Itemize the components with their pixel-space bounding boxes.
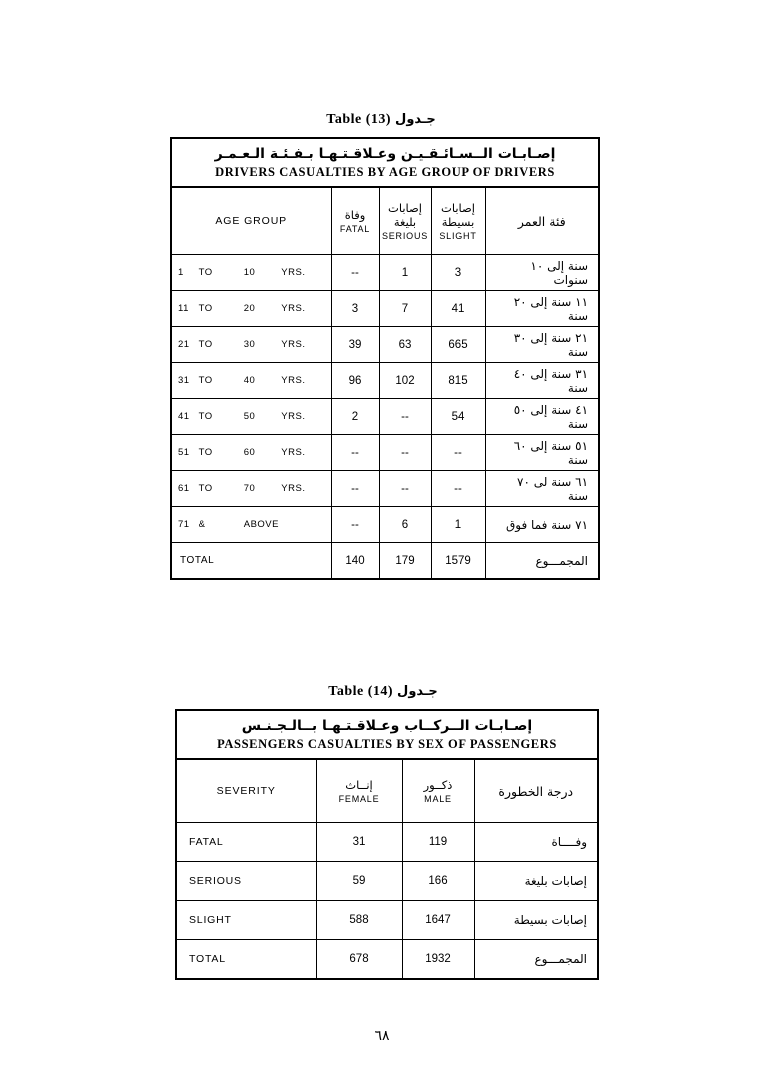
cell-age-range-ar: ٧١ سنة فما فوق: [485, 507, 599, 543]
cell-female: 588: [316, 901, 402, 940]
header-severity-ar-text: درجة الخطورة: [498, 783, 574, 799]
age-unit: YRS.: [281, 267, 306, 279]
header-age-group-en-text: AGE GROUP: [215, 215, 288, 228]
age-to-word: TO: [198, 339, 213, 351]
cell-severity-ar: وفــــاة: [474, 823, 598, 862]
table-13-title-ar: إصـابـات الــسـائـقـيـن وعـلاقـتـهـا بـفـئـة الـعـمـر: [214, 146, 556, 162]
header-serious-ar: إصابات بليغة: [388, 200, 422, 230]
cell-age-range: [171, 399, 331, 435]
table-row: [176, 862, 598, 901]
age-to-word: TO: [198, 483, 213, 495]
cell-fatal: --: [331, 435, 379, 471]
table-13-header-row: [171, 187, 599, 255]
age-to: 60: [243, 447, 256, 459]
age-unit: YRS.: [281, 375, 306, 387]
total-label-ar: المجمـــوع: [474, 940, 598, 980]
age-unit: YRS.: [281, 411, 306, 423]
header-serious: [379, 187, 431, 255]
table-13-title-en: DRIVERS CASUALTIES BY AGE GROUP OF DRIVERS: [215, 165, 555, 180]
table-13-caption: [170, 112, 598, 128]
cell-severity-en: SLIGHT: [176, 901, 316, 940]
header-male-ar: ذكــور: [423, 777, 453, 792]
header-female-ar: إنــاث: [345, 777, 373, 792]
age-unit: YRS.: [281, 339, 306, 351]
cell-slight: --: [431, 471, 485, 507]
table-14-title-ar: إصـابـات الــركــاب وعـلاقـتـهـا بــالـجـنـس: [241, 718, 533, 734]
header-age-group-en: [171, 187, 331, 255]
age-from: 21: [178, 339, 190, 351]
cell-fatal: 96: [331, 363, 379, 399]
cell-serious: --: [379, 471, 431, 507]
cell-serious: --: [379, 435, 431, 471]
cell-age-range: [171, 255, 331, 291]
table-13-block: [170, 112, 598, 580]
cell-slight: 3: [431, 255, 485, 291]
cell-fatal: --: [331, 255, 379, 291]
age-from: 71: [178, 519, 190, 531]
total-label-en: TOTAL: [176, 940, 316, 980]
table-13-caption-ar: جـدول: [395, 112, 436, 127]
age-to: 70: [243, 483, 256, 495]
cell-age-range: [171, 291, 331, 327]
page-number: ٦٨: [374, 1028, 390, 1044]
table-14-title-cell: [176, 710, 598, 759]
header-fatal: [331, 187, 379, 255]
cell-severity-ar: إصابات بسيطة: [474, 901, 598, 940]
cell-fatal: --: [331, 507, 379, 543]
cell-serious: 1: [379, 255, 431, 291]
table-row: [171, 399, 599, 435]
cell-male: 1647: [402, 901, 474, 940]
table-14: [175, 709, 599, 980]
cell-serious: 102: [379, 363, 431, 399]
total-serious: 179: [379, 543, 431, 580]
age-to-word: TO: [198, 267, 213, 279]
table-13-title-cell: [171, 138, 599, 187]
cell-fatal: --: [331, 471, 379, 507]
header-severity-ar: [474, 759, 598, 823]
cell-slight: 41: [431, 291, 485, 327]
cell-severity-ar: إصابات بليغة: [474, 862, 598, 901]
cell-age-range-ar: ٢١ سنة إلى ٣٠ سنة: [485, 327, 599, 363]
age-unit: YRS.: [281, 483, 306, 495]
table-row: [171, 291, 599, 327]
cell-age-range: [171, 507, 331, 543]
cell-serious: --: [379, 399, 431, 435]
table-14-total-row: [176, 940, 598, 980]
table-13: [170, 137, 600, 580]
cell-severity-en: SERIOUS: [176, 862, 316, 901]
header-severity-en-text: SEVERITY: [216, 785, 276, 798]
cell-age-range-ar: ٤١ سنة إلى ٥٠ سنة: [485, 399, 599, 435]
total-slight: 1579: [431, 543, 485, 580]
table-14-caption: [175, 684, 597, 700]
table-14-header-row: [176, 759, 598, 823]
header-fatal-ar: وفاة: [344, 207, 366, 222]
table-14-caption-en: Table (14): [328, 684, 394, 699]
total-male: 1932: [402, 940, 474, 980]
table-14-block: [175, 684, 597, 980]
age-to: 10: [243, 267, 256, 279]
cell-slight: 815: [431, 363, 485, 399]
header-female-en: FEMALE: [338, 794, 380, 805]
age-unit: YRS.: [281, 303, 306, 315]
header-serious-en: SERIOUS: [381, 231, 429, 242]
header-age-group-ar: [485, 187, 599, 255]
table-row: [171, 507, 599, 543]
cell-serious: 7: [379, 291, 431, 327]
age-unit: YRS.: [281, 447, 306, 459]
age-to-word: TO: [198, 411, 213, 423]
total-female: 678: [316, 940, 402, 980]
total-label-en: TOTAL: [171, 543, 331, 580]
header-female: [316, 759, 402, 823]
cell-serious: 6: [379, 507, 431, 543]
cell-slight: 665: [431, 327, 485, 363]
age-to-word: TO: [198, 447, 213, 459]
table-row: [171, 327, 599, 363]
table-row: [171, 471, 599, 507]
cell-age-range-ar: ٥١ سنة إلى ٦٠ سنة: [485, 435, 599, 471]
cell-age-range-ar: ١١ سنة إلى ٢٠ سنة: [485, 291, 599, 327]
age-from: 41: [178, 411, 190, 423]
cell-fatal: 3: [331, 291, 379, 327]
cell-severity-en: FATAL: [176, 823, 316, 862]
cell-serious: 63: [379, 327, 431, 363]
table-row: [176, 901, 598, 940]
age-from: 31: [178, 375, 190, 387]
header-slight-en: SLIGHT: [439, 231, 477, 242]
cell-age-range-ar: ٦١ سنة لى ٧٠ سنة: [485, 471, 599, 507]
header-male: [402, 759, 474, 823]
table-14-title-en: PASSENGERS CASUALTIES BY SEX OF PASSENGERS: [217, 737, 557, 752]
cell-male: 119: [402, 823, 474, 862]
table-row: [176, 823, 598, 862]
table-row: [171, 363, 599, 399]
cell-fatal: 39: [331, 327, 379, 363]
total-label-ar: المجمـــوع: [485, 543, 599, 580]
age-from: 11: [178, 303, 189, 315]
cell-male: 166: [402, 862, 474, 901]
age-to-word: &: [198, 519, 206, 531]
cell-fatal: 2: [331, 399, 379, 435]
cell-female: 59: [316, 862, 402, 901]
table-row: [171, 435, 599, 471]
age-to: 20: [243, 303, 256, 315]
age-to: 50: [243, 411, 256, 423]
header-male-en: MALE: [424, 794, 452, 805]
cell-age-range-ar: ٣١ سنة إلى ٤٠ سنة: [485, 363, 599, 399]
total-fatal: 140: [331, 543, 379, 580]
age-from: 51: [178, 447, 190, 459]
cell-slight: 1: [431, 507, 485, 543]
cell-slight: --: [431, 435, 485, 471]
table-14-title-row: [176, 710, 598, 759]
age-from: 1: [178, 267, 184, 279]
header-slight: [431, 187, 485, 255]
cell-age-range: [171, 435, 331, 471]
age-to: 40: [243, 375, 256, 387]
cell-female: 31: [316, 823, 402, 862]
header-age-group-ar-text: فئة العمر: [517, 213, 566, 229]
age-to: ABOVE: [243, 519, 279, 531]
header-fatal-en: FATAL: [339, 224, 371, 235]
header-slight-ar: إصابات بسيطة: [441, 200, 475, 230]
cell-age-range: [171, 363, 331, 399]
table-14-caption-ar: جـدول: [397, 684, 438, 699]
cell-age-range: [171, 471, 331, 507]
age-to-word: TO: [198, 303, 213, 315]
cell-age-range: [171, 327, 331, 363]
age-from: 61: [178, 483, 190, 495]
cell-slight: 54: [431, 399, 485, 435]
age-to-word: TO: [198, 375, 213, 387]
cell-age-range-ar: سنة إلى ١٠ سنوات: [485, 255, 599, 291]
table-row: [171, 255, 599, 291]
table-13-caption-en: Table (13): [326, 112, 392, 127]
table-13-total-row: [171, 543, 599, 580]
table-13-title-row: [171, 138, 599, 187]
age-to: 30: [243, 339, 256, 351]
header-severity-en: [176, 759, 316, 823]
